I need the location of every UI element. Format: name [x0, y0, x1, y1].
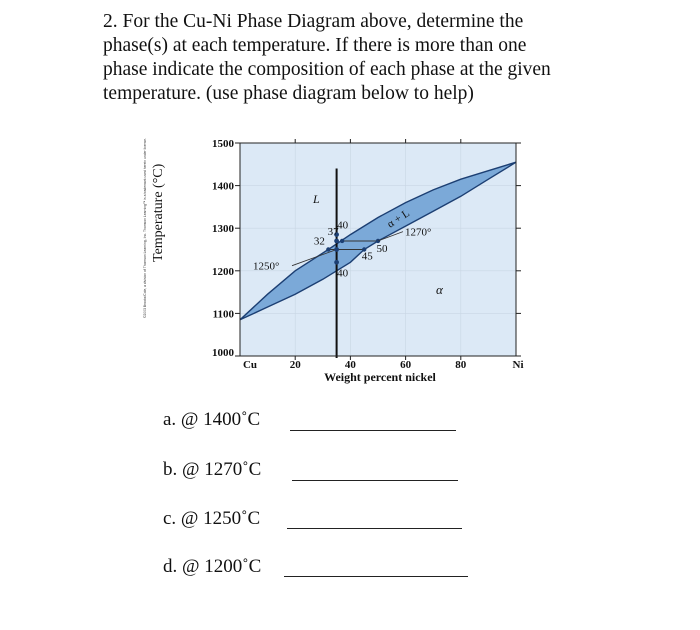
- question-line: temperature. (use phase diagram below to help): [103, 83, 474, 104]
- copyright-text: ©2003 Brooks/Cole, a division of Thomson Learning, Inc. Thomson Learning™ is a trademark used herein under license.: [143, 114, 147, 318]
- tie-line-temperature-label: 1270°: [405, 226, 432, 239]
- answer-d-blank[interactable]: [284, 576, 468, 577]
- answer-c-blank[interactable]: [287, 528, 462, 529]
- answer-c-label: c. @ 1250˚C: [163, 508, 261, 529]
- x-tick-label: 40: [344, 359, 356, 371]
- y-tick-label: 1000: [212, 347, 234, 359]
- x-axis-label: Weight percent nickel: [324, 370, 436, 384]
- question-line: 2. For the Cu-Ni Phase Diagram above, determine the: [103, 11, 524, 32]
- alloy-point-marker: [334, 239, 339, 244]
- alpha-region-label: α: [436, 282, 443, 297]
- question-line: phase indicate the composition of each phase at the given: [103, 59, 551, 80]
- y-tick-label: 1500: [212, 138, 234, 150]
- y-axis-label: Temperature (°C): [151, 163, 166, 262]
- composition-point-label: 40: [337, 267, 349, 280]
- liquid-region-label: L: [313, 192, 320, 206]
- answer-b-blank[interactable]: [292, 480, 458, 481]
- composition-point-label: 40: [337, 219, 349, 232]
- answer-a-blank[interactable]: [290, 430, 456, 431]
- y-tick-label: 1300: [212, 223, 234, 236]
- x-tick-label: 20: [289, 359, 301, 371]
- alloy-point-marker: [334, 260, 339, 265]
- composition-point-label: 50: [376, 242, 388, 255]
- composition-point-label: 45: [361, 250, 373, 263]
- tie-line-endpoint: [326, 247, 330, 251]
- alloy-point-marker: [334, 247, 339, 252]
- x-tick-label: 80: [455, 359, 467, 371]
- y-tick-label: 1400: [212, 180, 234, 193]
- question-line: phase(s) at each temperature. If there is more than one: [103, 35, 527, 56]
- tie-line-endpoint: [340, 239, 344, 243]
- answer-d-label: d. @ 1200˚C: [163, 556, 262, 577]
- x-tick-label: 60: [400, 359, 412, 371]
- y-tick-label: 1200: [212, 265, 234, 278]
- alpha-plus-liquid-label: α + L: [385, 207, 412, 231]
- composition-point-label: 32: [313, 235, 325, 248]
- composition-point-label: 37: [327, 225, 339, 238]
- x-end-label-cu: Cu: [242, 359, 258, 371]
- answer-b-label: b. @ 1270˚C: [163, 459, 262, 480]
- x-end-label-ni: Ni: [512, 359, 524, 371]
- y-tick-label: 1100: [212, 308, 234, 321]
- answer-a-label: a. @ 1400˚C: [163, 409, 261, 430]
- tie-line-temperature-label: 1250°: [253, 260, 280, 273]
